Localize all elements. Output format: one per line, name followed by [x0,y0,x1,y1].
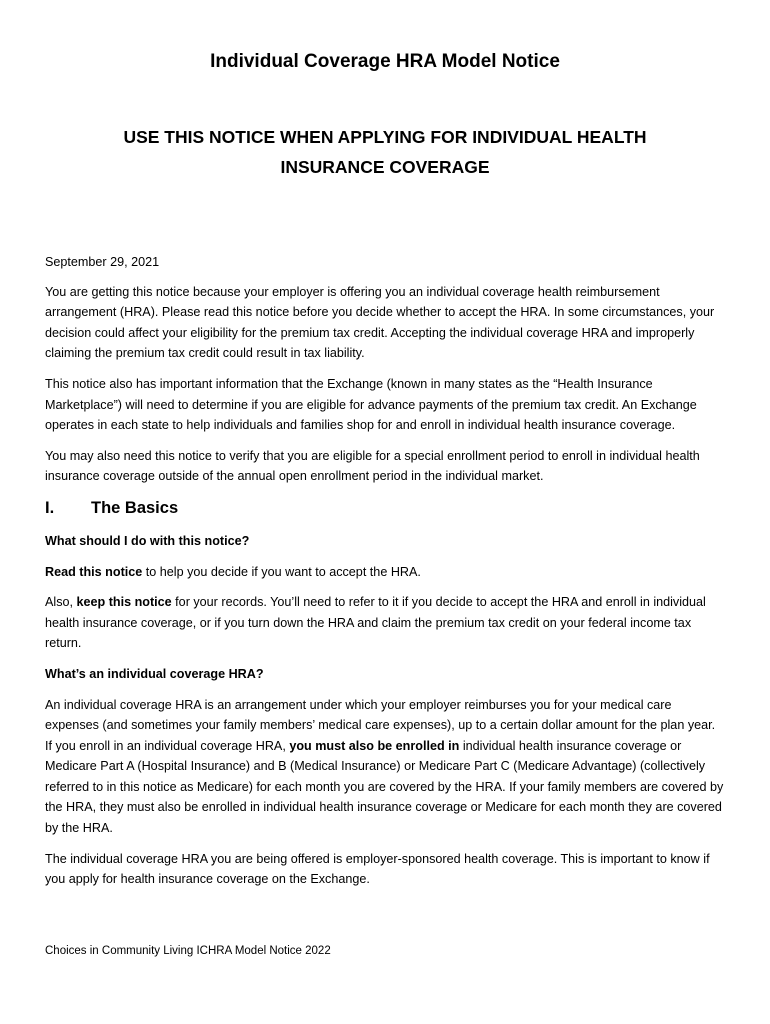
section-heading-basics [45,497,725,519]
document-subtitle: USE THIS NOTICE WHEN APPLYING FOR INDIVIDUAL HEALTH INSURANCE COVERAGE [123,127,647,177]
intro-paragraph-1: You are getting this notice because your employer is offering you an individual coverage health reimbursement arrangement (HRA). Please read this notice before you decide whether to accept the HRA. In some circumstances, your decision could affect your eligibility for the premium tax credit. Accepting the individual coverage HRA and improperly claiming the premium tax credit could result in tax liability. [45,284,715,361]
read-notice-rest: to help you decide if you want to accept the HRA. [142,564,421,579]
keep-notice-bold: keep this notice [76,595,172,610]
hra-definition-end: individual health insurance coverage or Medicare Part A (Hospital Insurance) and B (Medical Insurance) or Medicare Part C (Medicare Advantage) (collectively referred to in this notice as Medicare) for each month you are covered by the HRA. If your family members are covered by the HRA, they must also be enrolled in individual health insurance coverage or Medicare for each month they are covered by the HRA. [45,738,724,836]
document-title: Individual Coverage HRA Model Notice [210,51,560,72]
page-footer: Choices in Community Living ICHRA Model Notice 2022 [45,945,331,957]
section-title: The Basics [91,498,179,517]
hra-definition-paragraph [45,695,725,839]
question-what-is-hra: What’s an individual coverage HRA? [45,666,264,681]
intro-paragraph-3: You may also need this notice to verify that you are eligible for a special enrollment period to enroll in individual health insurance coverage outside of the annual open enrollment period in the individual market. [45,448,700,484]
document-body [45,252,725,900]
read-notice-bold: Read this notice [45,564,143,579]
employer-sponsored-paragraph: The individual coverage HRA you are being offered is employer-sponsored health coverage. This is important to know if you apply for health insurance coverage on the Exchange. [45,851,710,887]
keep-notice-rest: for your records. You’ll need to refer to it if you decide to accept the HRA and enroll in individual health insurance coverage, or if you turn down the HRA and claim the premium tax credit on your federal income tax return. [45,595,706,651]
hra-definition-bold: you must also be enrolled in [289,738,460,753]
keep-notice-paragraph [45,592,725,654]
question-what-to-do: What should I do with this notice? [45,533,250,548]
keep-notice-prefix: Also, [45,595,77,610]
intro-paragraph-2: This notice also has important information that the Exchange (known in many states as the “Health Insurance Marketplace”) will need to determine if you are eligible for advance payments of the premium tax credit. An Exchange operates in each state to help individuals and families shop for and enroll in individual health insurance coverage. [45,376,697,433]
hra-definition-start: An individual coverage HRA is an arrangement under which your employer reimburses you for your medical care expenses (and sometimes your family members’ medical care expenses), up to a certain dollar amount for the plan year. If you enroll in an individual coverage HRA, [45,697,716,753]
read-notice-paragraph [45,562,725,583]
section-number: I. [45,498,55,517]
notice-date: September 29, 2021 [45,255,160,269]
